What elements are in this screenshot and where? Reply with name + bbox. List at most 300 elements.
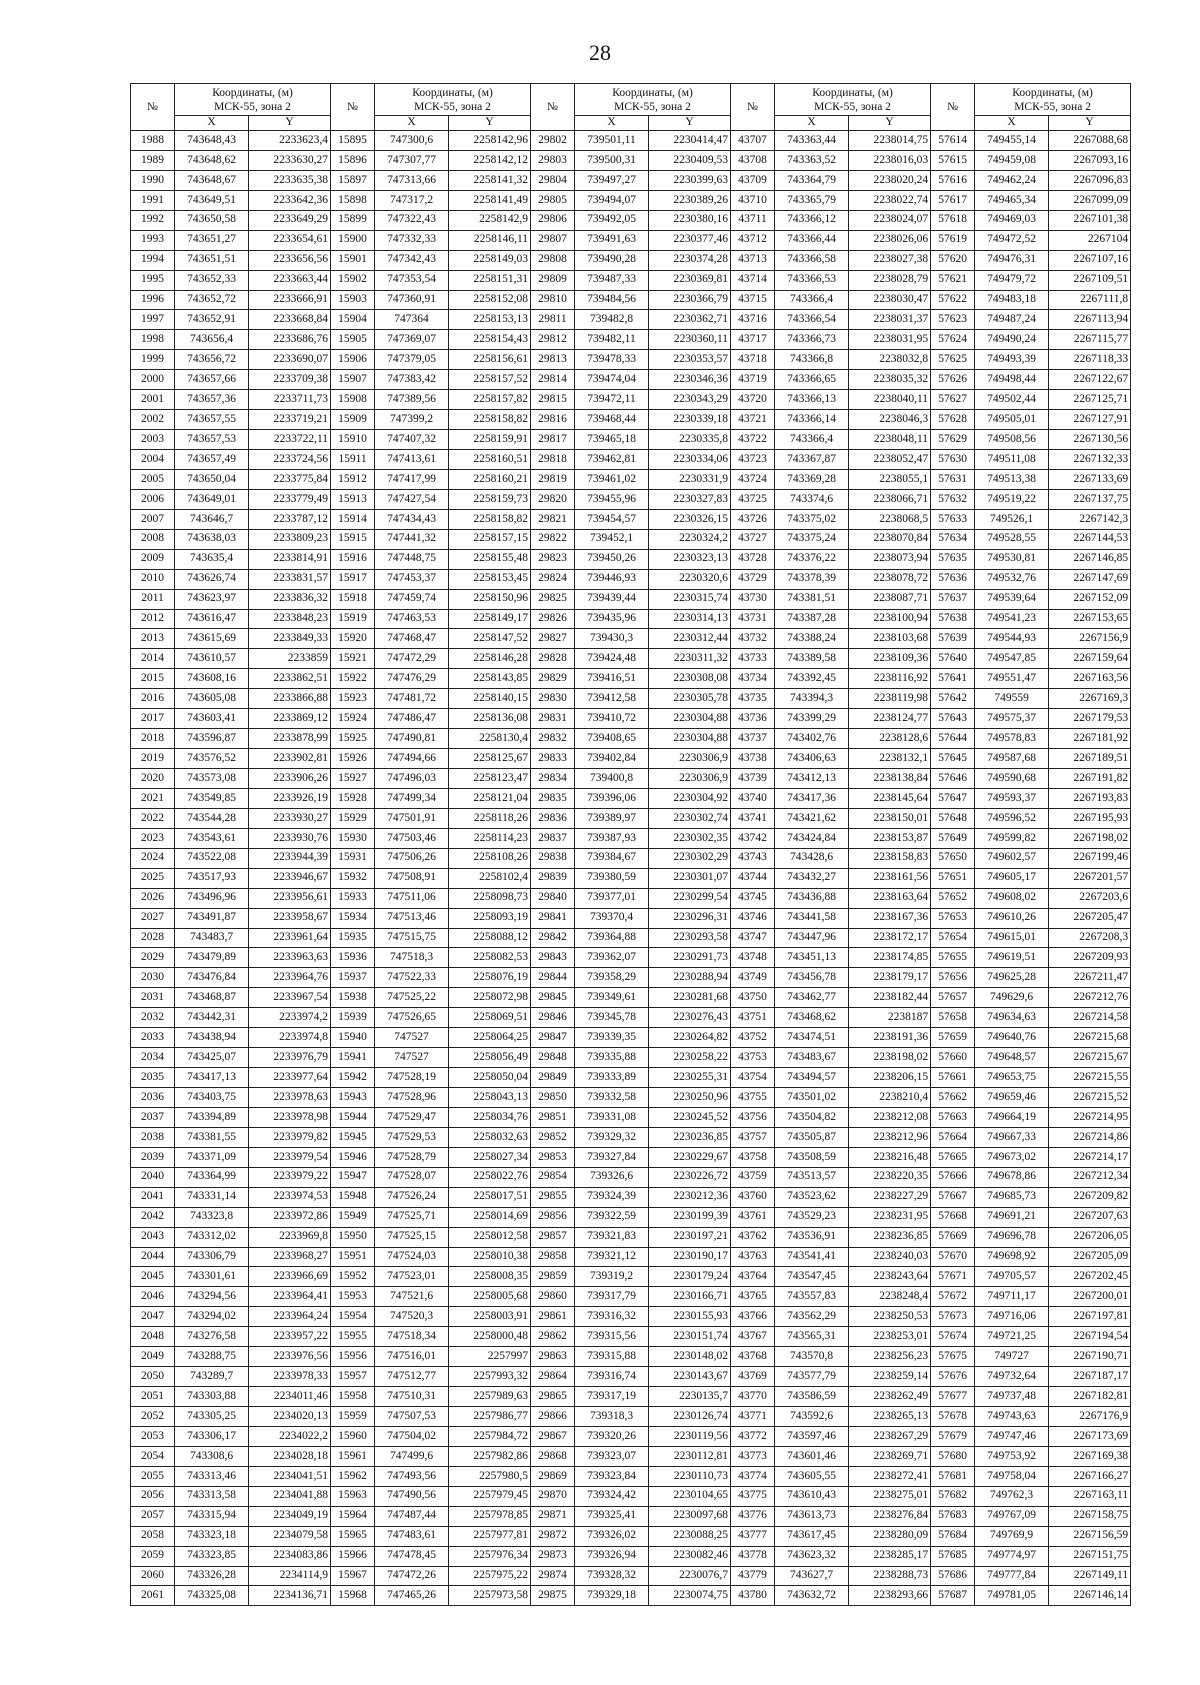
table-row (131, 1307, 1131, 1327)
x-coordinate: 743315,94 (175, 1506, 249, 1526)
table-header (131, 84, 1131, 131)
x-coordinate: 743402,76 (775, 729, 849, 749)
point-number: 57651 (931, 868, 975, 888)
point-number: 15939 (331, 1008, 375, 1028)
x-coordinate: 747526,24 (375, 1187, 449, 1207)
y-coordinate: 2233944,39 (249, 848, 331, 868)
point-number: 15947 (331, 1167, 375, 1187)
y-coordinate: 2258032,63 (449, 1127, 531, 1147)
point-number: 2036 (131, 1088, 175, 1108)
y-coordinate: 2230291,73 (649, 948, 731, 968)
y-coordinate: 2233974,8 (249, 1028, 331, 1048)
point-number: 43732 (731, 629, 775, 649)
y-coordinate: 2267130,56 (1049, 430, 1131, 450)
y-coordinate: 2233849,33 (249, 629, 331, 649)
x-coordinate: 739461,02 (575, 469, 649, 489)
point-number: 2060 (131, 1566, 175, 1586)
point-number: 29856 (531, 1207, 575, 1227)
x-coordinate: 743417,13 (175, 1068, 249, 1088)
y-coordinate: 2230327,83 (649, 489, 731, 509)
x-coordinate: 743374,6 (775, 489, 849, 509)
x-coordinate: 743623,97 (175, 589, 249, 609)
point-number: 29857 (531, 1227, 575, 1247)
point-number: 57652 (931, 888, 975, 908)
x-coordinate: 747516,01 (375, 1347, 449, 1367)
point-number: 57633 (931, 509, 975, 529)
y-coordinate: 2267189,51 (1049, 749, 1131, 769)
point-number: 57673 (931, 1307, 975, 1327)
x-coordinate: 739319,2 (575, 1267, 649, 1287)
point-number: 43718 (731, 350, 775, 370)
x-coordinate: 743517,93 (175, 868, 249, 888)
x-coordinate: 743652,33 (175, 270, 249, 290)
x-coordinate: 749619,51 (975, 948, 1049, 968)
point-number: 15931 (331, 848, 375, 868)
point-number: 15937 (331, 968, 375, 988)
y-coordinate: 2258022,76 (449, 1167, 531, 1187)
point-number: 15954 (331, 1307, 375, 1327)
point-number: 1998 (131, 330, 175, 350)
x-coordinate: 743549,85 (175, 788, 249, 808)
y-coordinate: 2238174,85 (849, 948, 931, 968)
y-coordinate: 2238212,08 (849, 1107, 931, 1127)
y-coordinate: 2238068,5 (849, 509, 931, 529)
y-coordinate: 2238132,1 (849, 749, 931, 769)
point-number: 43771 (731, 1407, 775, 1427)
x-coordinate: 739482,11 (575, 330, 649, 350)
point-number: 29871 (531, 1506, 575, 1526)
point-number: 29841 (531, 908, 575, 928)
x-coordinate: 749608,02 (975, 888, 1049, 908)
point-number: 2020 (131, 769, 175, 789)
x-coordinate: 749605,17 (975, 868, 1049, 888)
y-coordinate: 2238161,56 (849, 868, 931, 888)
point-number: 15968 (331, 1586, 375, 1606)
y-coordinate: 2258069,51 (449, 1008, 531, 1028)
x-coordinate: 743432,27 (775, 868, 849, 888)
y-coordinate: 2258056,49 (449, 1048, 531, 1068)
y-coordinate: 2267212,76 (1049, 988, 1131, 1008)
point-number: 29842 (531, 928, 575, 948)
y-coordinate: 2238216,48 (849, 1147, 931, 1167)
x-coordinate: 743425,07 (175, 1048, 249, 1068)
point-number: 43739 (731, 769, 775, 789)
x-coordinate: 743657,36 (175, 390, 249, 410)
y-coordinate: 2258000,48 (449, 1327, 531, 1347)
point-number: 57664 (931, 1127, 975, 1147)
point-number: 2044 (131, 1247, 175, 1267)
point-number: 29835 (531, 788, 575, 808)
y-coordinate: 2230353,57 (649, 350, 731, 370)
y-coordinate: 2238153,87 (849, 828, 931, 848)
y-coordinate: 2230155,93 (649, 1307, 731, 1327)
table-row (131, 1147, 1131, 1167)
point-number: 29809 (531, 270, 575, 290)
point-number: 29867 (531, 1426, 575, 1446)
point-number: 29875 (531, 1586, 575, 1606)
point-number: 29865 (531, 1387, 575, 1407)
point-number: 29816 (531, 410, 575, 430)
point-number: 43741 (731, 808, 775, 828)
x-coordinate: 749465,34 (975, 190, 1049, 210)
x-coordinate: 739487,33 (575, 270, 649, 290)
point-number: 43755 (731, 1088, 775, 1108)
x-coordinate: 749502,44 (975, 390, 1049, 410)
point-number: 57662 (931, 1088, 975, 1108)
table-row (131, 430, 1131, 450)
x-coordinate: 743412,13 (775, 769, 849, 789)
y-coordinate: 2258158,82 (449, 509, 531, 529)
y-coordinate: 2267156,59 (1049, 1526, 1131, 1546)
x-coordinate: 743313,58 (175, 1486, 249, 1506)
table-row (131, 529, 1131, 549)
y-coordinate: 2230293,58 (649, 928, 731, 948)
point-number: 57667 (931, 1187, 975, 1207)
header-row-axes (131, 116, 1131, 131)
y-coordinate: 2257979,45 (449, 1486, 531, 1506)
y-coordinate: 2238179,17 (849, 968, 931, 988)
header-coordinates-system: МСК-55, зона 2 (1014, 100, 1091, 113)
point-number: 29861 (531, 1307, 575, 1327)
x-coordinate: 739497,27 (575, 170, 649, 190)
point-number: 57650 (931, 848, 975, 868)
y-coordinate: 2233719,21 (249, 410, 331, 430)
point-number: 15965 (331, 1526, 375, 1546)
point-number: 29872 (531, 1526, 575, 1546)
x-coordinate: 749625,28 (975, 968, 1049, 988)
x-coordinate: 743387,28 (775, 609, 849, 629)
x-coordinate: 739316,74 (575, 1367, 649, 1387)
point-number: 57621 (931, 270, 975, 290)
y-coordinate: 2267203,6 (1049, 888, 1131, 908)
x-coordinate: 749593,37 (975, 788, 1049, 808)
x-coordinate: 749511,08 (975, 450, 1049, 470)
table-row (131, 350, 1131, 370)
point-number: 2022 (131, 808, 175, 828)
point-number: 15960 (331, 1426, 375, 1446)
x-coordinate: 747434,43 (375, 509, 449, 529)
y-coordinate: 2238138,84 (849, 769, 931, 789)
x-coordinate: 743366,73 (775, 330, 849, 350)
y-coordinate: 2258098,73 (449, 888, 531, 908)
y-coordinate: 2230074,75 (649, 1586, 731, 1606)
y-coordinate: 2233869,12 (249, 709, 331, 729)
y-coordinate: 2258005,68 (449, 1287, 531, 1307)
y-coordinate: 2258142,96 (449, 131, 531, 151)
header-coordinates-title: Координаты, (м) (612, 86, 693, 99)
y-coordinate: 2238066,71 (849, 489, 931, 509)
point-number: 15955 (331, 1327, 375, 1347)
x-coordinate: 743301,61 (175, 1267, 249, 1287)
y-coordinate: 2258153,45 (449, 569, 531, 589)
point-number: 15958 (331, 1387, 375, 1407)
table-row (131, 729, 1131, 749)
y-coordinate: 2258150,96 (449, 589, 531, 609)
point-number: 57640 (931, 649, 975, 669)
x-coordinate: 743366,13 (775, 390, 849, 410)
point-number: 2038 (131, 1127, 175, 1147)
table-row (131, 1187, 1131, 1207)
y-coordinate: 2230389,26 (649, 190, 731, 210)
y-coordinate: 2267122,67 (1049, 370, 1131, 390)
point-number: 29869 (531, 1466, 575, 1486)
point-number: 15956 (331, 1347, 375, 1367)
y-coordinate: 2230135,7 (649, 1387, 731, 1407)
point-number: 57631 (931, 469, 975, 489)
point-number: 15911 (331, 450, 375, 470)
y-coordinate: 2267200,01 (1049, 1287, 1131, 1307)
table-row (131, 250, 1131, 270)
point-number: 2031 (131, 988, 175, 1008)
y-coordinate: 2238158,83 (849, 848, 931, 868)
x-coordinate: 747342,43 (375, 250, 449, 270)
y-coordinate: 2233964,76 (249, 968, 331, 988)
x-coordinate: 749530,81 (975, 549, 1049, 569)
point-number: 29834 (531, 769, 575, 789)
y-coordinate: 2233663,44 (249, 270, 331, 290)
y-coordinate: 2238014,75 (849, 131, 931, 151)
x-coordinate: 739315,56 (575, 1327, 649, 1347)
x-coordinate: 743325,08 (175, 1586, 249, 1606)
point-number: 15925 (331, 729, 375, 749)
x-coordinate: 749615,01 (975, 928, 1049, 948)
x-coordinate: 743388,24 (775, 629, 849, 649)
point-number: 43751 (731, 1008, 775, 1028)
y-coordinate: 2267088,68 (1049, 131, 1131, 151)
point-number: 43742 (731, 828, 775, 848)
x-coordinate: 743447,96 (775, 928, 849, 948)
x-coordinate: 747481,72 (375, 689, 449, 709)
x-coordinate: 749696,78 (975, 1227, 1049, 1247)
x-coordinate: 743586,59 (775, 1387, 849, 1407)
point-number: 15909 (331, 410, 375, 430)
point-number: 2019 (131, 749, 175, 769)
point-number: 43723 (731, 450, 775, 470)
point-number: 29846 (531, 1008, 575, 1028)
x-coordinate: 739320,26 (575, 1426, 649, 1446)
x-coordinate: 747529,53 (375, 1127, 449, 1147)
point-number: 15941 (331, 1048, 375, 1068)
point-number: 29806 (531, 210, 575, 230)
y-coordinate: 2258123,47 (449, 769, 531, 789)
point-number: 2057 (131, 1506, 175, 1526)
x-coordinate: 739321,83 (575, 1227, 649, 1247)
x-coordinate: 739321,12 (575, 1247, 649, 1267)
x-coordinate: 743403,75 (175, 1088, 249, 1108)
y-coordinate: 2238262,49 (849, 1387, 931, 1407)
x-coordinate: 743605,55 (775, 1466, 849, 1486)
point-number: 57656 (931, 968, 975, 988)
point-number: 43753 (731, 1048, 775, 1068)
y-coordinate: 2267146,14 (1049, 1586, 1131, 1606)
x-coordinate: 747332,33 (375, 230, 449, 250)
point-number: 57628 (931, 410, 975, 430)
point-number: 57666 (931, 1167, 975, 1187)
point-number: 2030 (131, 968, 175, 988)
x-coordinate: 743381,55 (175, 1127, 249, 1147)
point-number: 29836 (531, 808, 575, 828)
y-coordinate: 2238100,94 (849, 609, 931, 629)
point-number: 43773 (731, 1446, 775, 1466)
table-row (131, 549, 1131, 569)
point-number: 43740 (731, 788, 775, 808)
table-row (131, 131, 1131, 151)
x-coordinate: 743276,58 (175, 1327, 249, 1347)
x-coordinate: 739322,59 (575, 1207, 649, 1227)
x-coordinate: 743363,52 (775, 150, 849, 170)
x-coordinate: 743610,57 (175, 649, 249, 669)
y-coordinate: 2238035,32 (849, 370, 931, 390)
y-coordinate: 2267142,3 (1049, 509, 1131, 529)
x-coordinate: 743483,67 (775, 1048, 849, 1068)
x-coordinate: 743363,44 (775, 131, 849, 151)
x-coordinate: 747317,2 (375, 190, 449, 210)
table-row (131, 689, 1131, 709)
y-coordinate: 2238024,07 (849, 210, 931, 230)
y-coordinate: 2233859 (249, 649, 331, 669)
point-number: 2047 (131, 1307, 175, 1327)
point-number: 2035 (131, 1068, 175, 1088)
point-number: 57638 (931, 609, 975, 629)
table-row (131, 1008, 1131, 1028)
header-y: Y (849, 116, 931, 131)
x-coordinate: 743505,87 (775, 1127, 849, 1147)
y-coordinate: 2230320,6 (649, 569, 731, 589)
x-coordinate: 743371,09 (175, 1147, 249, 1167)
y-coordinate: 2230304,92 (649, 788, 731, 808)
y-coordinate: 2258017,51 (449, 1187, 531, 1207)
x-coordinate: 739408,65 (575, 729, 649, 749)
y-coordinate: 2258027,34 (449, 1147, 531, 1167)
point-number: 29848 (531, 1048, 575, 1068)
point-number: 57659 (931, 1028, 975, 1048)
point-number: 29827 (531, 629, 575, 649)
point-number: 29873 (531, 1546, 575, 1566)
point-number: 2043 (131, 1227, 175, 1247)
x-coordinate: 747522,33 (375, 968, 449, 988)
point-number: 57672 (931, 1287, 975, 1307)
point-number: 2018 (131, 729, 175, 749)
point-number: 29843 (531, 948, 575, 968)
table-row (131, 1287, 1131, 1307)
y-coordinate: 2234136,71 (249, 1586, 331, 1606)
point-number: 57645 (931, 749, 975, 769)
point-number: 2002 (131, 410, 175, 430)
point-number: 2046 (131, 1287, 175, 1307)
y-coordinate: 2233831,57 (249, 569, 331, 589)
y-coordinate: 2267107,16 (1049, 250, 1131, 270)
x-coordinate: 739492,05 (575, 210, 649, 230)
point-number: 57686 (931, 1566, 975, 1586)
x-coordinate: 747364 (375, 310, 449, 330)
point-number: 57665 (931, 1147, 975, 1167)
point-number: 15938 (331, 988, 375, 1008)
x-coordinate: 743375,02 (775, 509, 849, 529)
y-coordinate: 2258010,38 (449, 1247, 531, 1267)
y-coordinate: 2238276,84 (849, 1506, 931, 1526)
x-coordinate: 747528,96 (375, 1088, 449, 1108)
x-coordinate: 749596,52 (975, 808, 1049, 828)
y-coordinate: 2258159,91 (449, 430, 531, 450)
y-coordinate: 2233926,19 (249, 788, 331, 808)
y-coordinate: 2267187,17 (1049, 1367, 1131, 1387)
point-number: 43722 (731, 430, 775, 450)
point-number: 57678 (931, 1407, 975, 1427)
x-coordinate: 739333,89 (575, 1068, 649, 1088)
point-number: 15928 (331, 788, 375, 808)
y-coordinate: 2233972,86 (249, 1207, 331, 1227)
x-coordinate: 743651,51 (175, 250, 249, 270)
x-coordinate: 747499,34 (375, 788, 449, 808)
x-coordinate: 743652,91 (175, 310, 249, 330)
point-number: 57630 (931, 450, 975, 470)
y-coordinate: 2238070,84 (849, 529, 931, 549)
point-number: 29818 (531, 450, 575, 470)
x-coordinate: 747448,75 (375, 549, 449, 569)
x-coordinate: 743323,18 (175, 1526, 249, 1546)
x-coordinate: 739435,96 (575, 609, 649, 629)
y-coordinate: 2257976,34 (449, 1546, 531, 1566)
y-coordinate: 2238248,4 (849, 1287, 931, 1307)
point-number: 29866 (531, 1407, 575, 1427)
table-row (131, 808, 1131, 828)
point-number: 57647 (931, 788, 975, 808)
x-coordinate: 747483,61 (375, 1526, 449, 1546)
point-number: 2015 (131, 669, 175, 689)
point-number: 15949 (331, 1207, 375, 1227)
x-coordinate: 743442,31 (175, 1008, 249, 1028)
y-coordinate: 2258136,08 (449, 709, 531, 729)
y-coordinate: 2233958,67 (249, 908, 331, 928)
table-row (131, 669, 1131, 689)
point-number: 57674 (931, 1327, 975, 1347)
point-number: 29851 (531, 1107, 575, 1127)
table-row (131, 1247, 1131, 1267)
x-coordinate: 747413,61 (375, 450, 449, 470)
point-number: 43756 (731, 1107, 775, 1127)
y-coordinate: 2230229,67 (649, 1147, 731, 1167)
y-coordinate: 2233630,27 (249, 150, 331, 170)
y-coordinate: 2230299,54 (649, 888, 731, 908)
x-coordinate: 743652,72 (175, 290, 249, 310)
y-coordinate: 2230288,94 (649, 968, 731, 988)
y-coordinate: 2230360,11 (649, 330, 731, 350)
y-coordinate: 2238275,01 (849, 1486, 931, 1506)
y-coordinate: 2238227,29 (849, 1187, 931, 1207)
y-coordinate: 2230076,7 (649, 1566, 731, 1586)
point-number: 15910 (331, 430, 375, 450)
y-coordinate: 2230334,06 (649, 450, 731, 470)
point-number: 2024 (131, 848, 175, 868)
y-coordinate: 2267214,86 (1049, 1127, 1131, 1147)
table-row (131, 788, 1131, 808)
y-coordinate: 2233690,07 (249, 350, 331, 370)
point-number: 57681 (931, 1466, 975, 1486)
table-row (131, 450, 1131, 470)
point-number: 2014 (131, 649, 175, 669)
x-coordinate: 739324,39 (575, 1187, 649, 1207)
y-coordinate: 2230302,35 (649, 828, 731, 848)
x-coordinate: 743375,24 (775, 529, 849, 549)
x-coordinate: 743436,88 (775, 888, 849, 908)
x-coordinate: 743468,87 (175, 988, 249, 1008)
point-number: 2007 (131, 509, 175, 529)
point-number: 15907 (331, 370, 375, 390)
x-coordinate: 747511,06 (375, 888, 449, 908)
point-number: 43735 (731, 689, 775, 709)
table-row (131, 1407, 1131, 1427)
y-coordinate: 2230212,36 (649, 1187, 731, 1207)
